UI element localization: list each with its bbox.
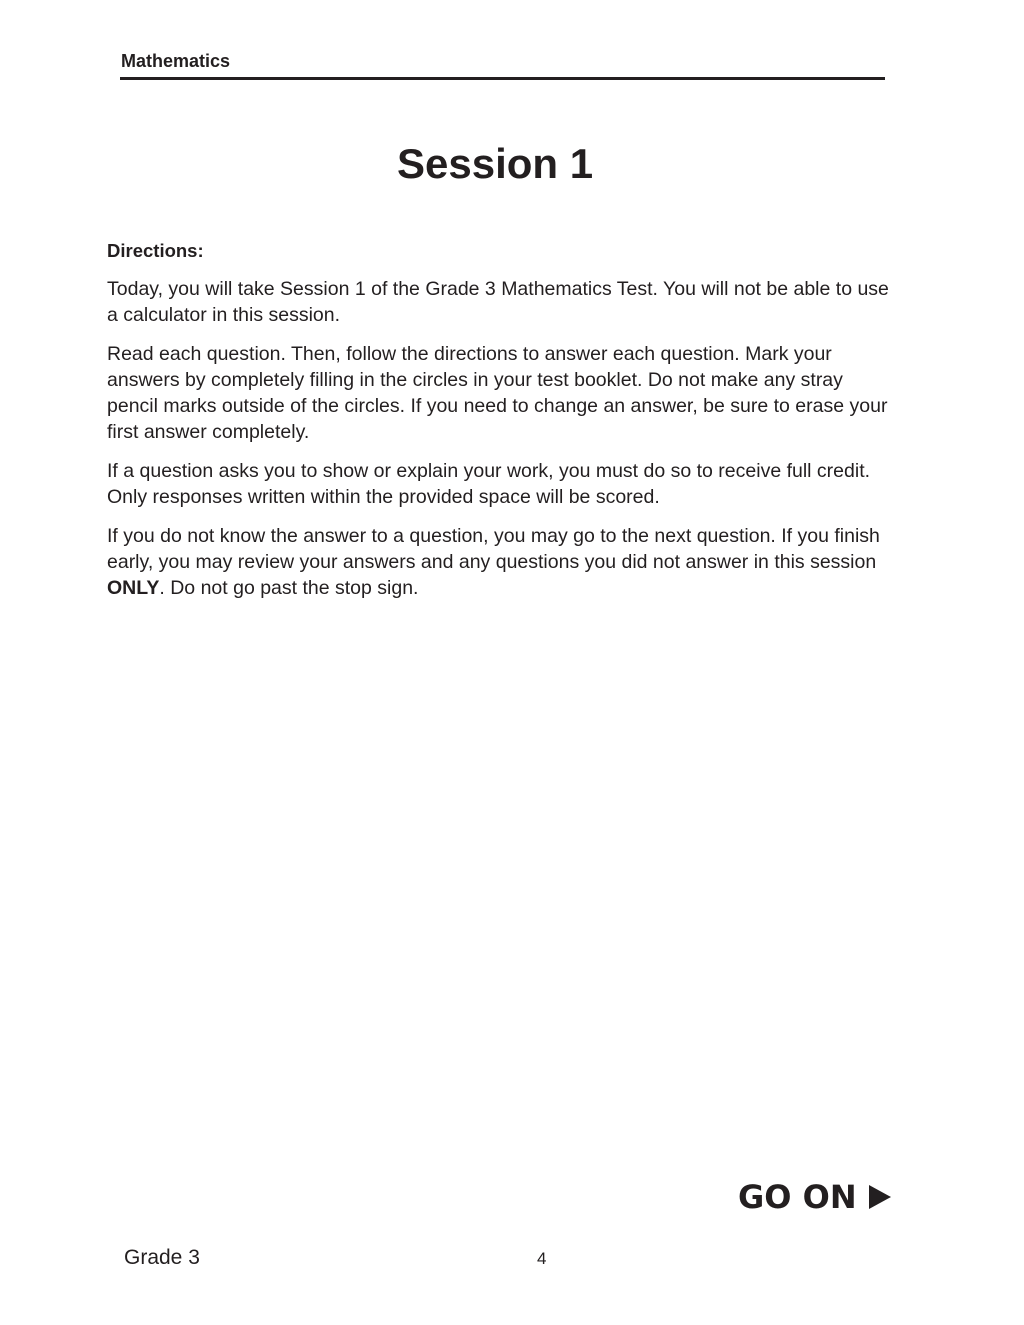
directions-heading: Directions: [107,240,204,261]
go-on-label: GO ON [738,1178,857,1216]
directions-paragraph-4-tail: . Do not go past the stop sign. [159,577,419,599]
right-triangle-arrow-icon [869,1185,891,1209]
footer-grade: Grade 3 [124,1246,200,1269]
emphasis-only: ONLY [107,577,160,599]
session-title-text: Session 1 [397,140,594,187]
directions-paragraph-1: Today, you will take Session 1 of the Grade 3 Mathematics Test. You will not be able to use a calculator in this session. [107,278,889,326]
directions-paragraph-4-text: If you do not know the answer to a question, you may go to the next question. If you finish early, you may review your answers and any questions you did not answer in this session [107,525,880,573]
go-on-indicator [738,1178,891,1216]
header-divider [120,77,885,80]
directions-paragraph-2: Read each question. Then, follow the directions to answer each question. Mark your answers by completely filling in the circles in your test booklet. Do not make any stray pencil marks outside of the circles. If you need to change an answer, be sure to erase your first answer completely. [107,343,888,443]
page-number: 4 [537,1249,547,1268]
directions-paragraph-4 [107,523,897,601]
directions-section [107,238,897,614]
directions-paragraph-3: If a question asks you to show or explain your work, you must do so to receive full credit. Only responses written within the provided space will be scored. [107,460,871,508]
subject-header: Mathematics [121,51,231,71]
